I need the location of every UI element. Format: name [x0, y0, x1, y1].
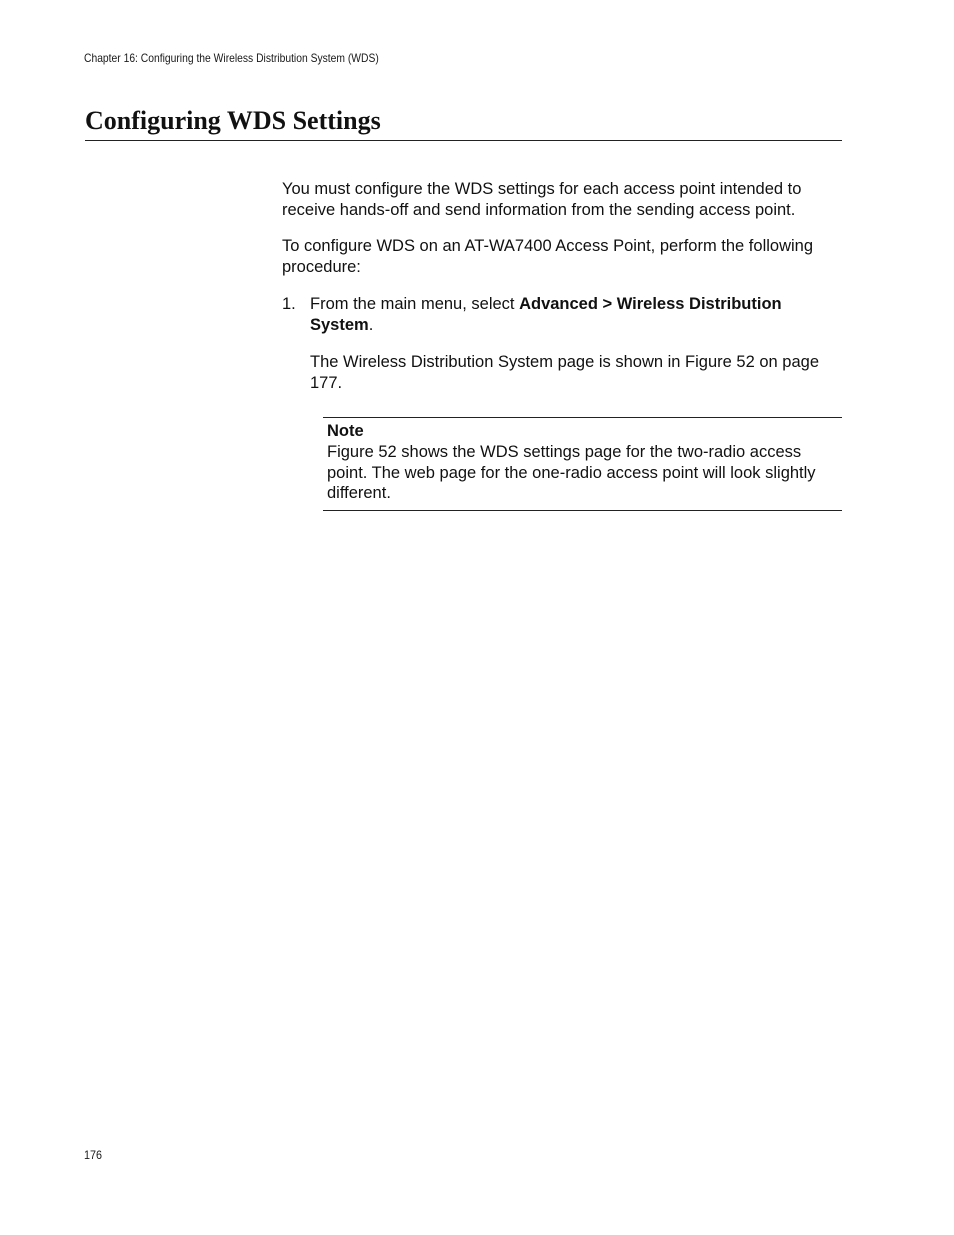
note-box — [323, 417, 842, 511]
page-number: 176 — [84, 1148, 103, 1162]
step-text-before: From the main menu, select — [310, 295, 520, 313]
step-number: 1. — [282, 295, 296, 313]
title-divider — [85, 140, 842, 141]
step-text-after: . — [368, 315, 374, 334]
intro-paragraph-2: To configure WDS on an AT-WA7400 Access Point, perform the following procedure: — [282, 237, 814, 276]
menu-path: Advanced > Wireless Distribution System — [310, 295, 782, 334]
running-header: Chapter 16: Configuring the Wireless Distribution System (WDS) — [84, 51, 379, 65]
step-instruction — [310, 294, 842, 335]
intro-paragraph-1: You must configure the WDS settings for each access point intended to receive hands-off and send information from the sending access point. — [282, 180, 802, 219]
note-title: Note — [327, 422, 364, 440]
note-body: Figure 52 shows the WDS settings page for the two-radio access point. The web page for the one-radio access point will look slightly different. — [327, 443, 816, 502]
step-followup-paragraph: The Wireless Distribution System page is shown in Figure 52 on page 177. — [310, 353, 819, 392]
section-title: Configuring WDS Settings — [85, 106, 381, 135]
